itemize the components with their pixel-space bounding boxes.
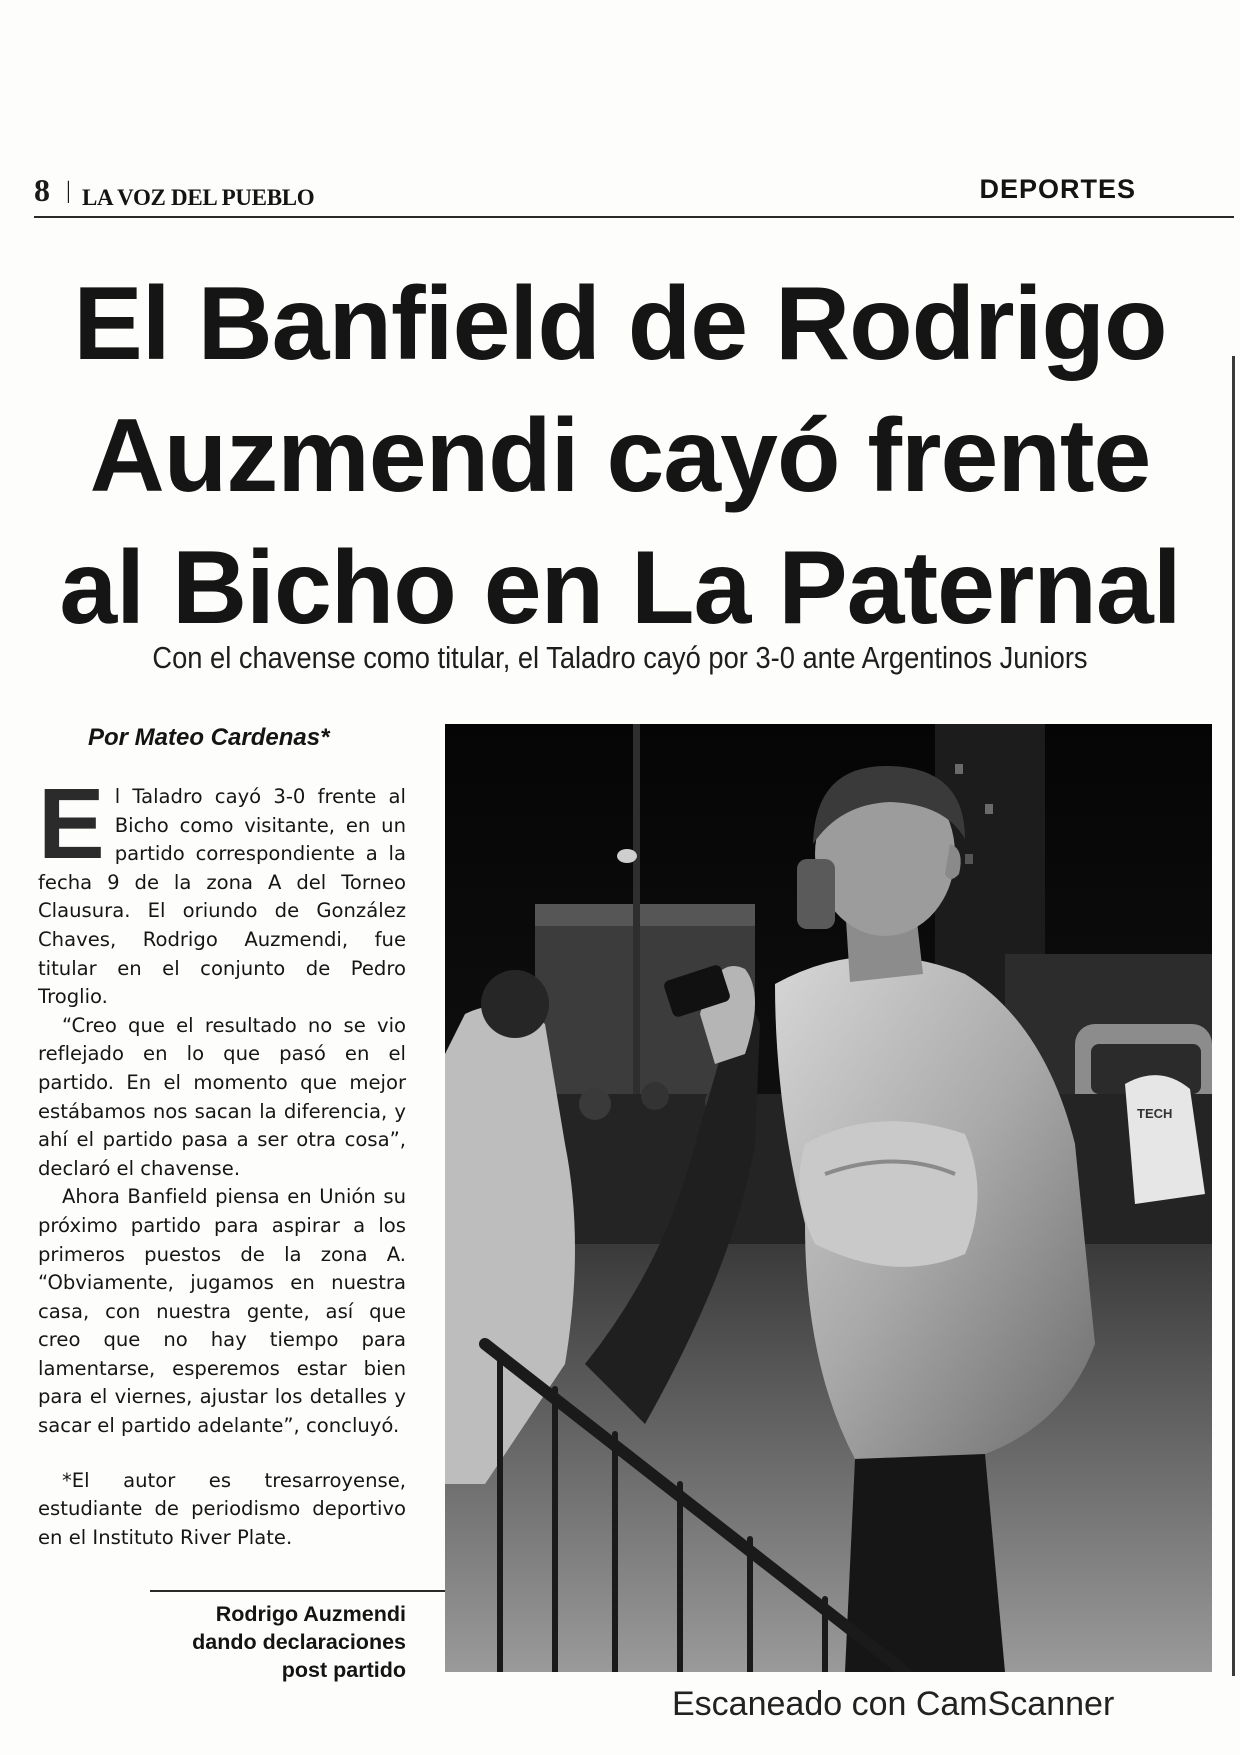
headline-line: al Bicho en La Paternal <box>59 530 1181 646</box>
header-rule <box>34 216 1234 218</box>
scanner-watermark: Escaneado con CamScanner <box>672 1685 1115 1723</box>
stadium-wall-shade <box>535 904 755 926</box>
paragraph: Ahora Banfield piensa en Unión su próximo partido para aspirar a los primeros puestos de la zona A. “Obviamente, jugamos en nuestra casa, con nuestra gente, así que creo que no hay tiempo para lamentarse, esperemos estar bien para el viernes, ajustar los detalles y sacar el partido adelante”, concluyó. <box>38 1185 406 1438</box>
paragraph: “Creo que el resultado no se vio reflejado en lo que pasó en el partido. En el momento que mejor estábamos nos sacan la diferencia, y ahí el partido pasa a ser otra cosa”, declaró el chavense. <box>38 1013 406 1180</box>
caption-line: post partido <box>281 1658 406 1682</box>
photo-caption <box>140 1600 406 1684</box>
author-note: *El autor es tresarroyense, estudiante de periodismo deportivo en el Instituto River Plate. <box>38 1468 406 1549</box>
byline: Por Mateo Cardenas* <box>88 724 330 751</box>
crowd-head <box>579 1088 611 1120</box>
paragraph-text: l Taladro cayó 3-0 frente al Bicho como visitante, en un partido correspondiente a la fecha 9 de la zona A del Torneo Clausura. El oriundo de González Chaves, Rodrigo Auzmendi, fue titular en el conjunto de Pedro Troglio. <box>38 785 406 1009</box>
header-separator: | <box>66 178 71 204</box>
scan-edge-line <box>1232 356 1235 1676</box>
article-body <box>38 768 406 1552</box>
photo-illustration <box>445 724 1212 1672</box>
headline-line: El Banfield de Rodrigo <box>73 266 1167 382</box>
page-number: 8 <box>34 172 50 208</box>
crowd-head <box>641 1082 669 1110</box>
tower-window <box>955 764 963 774</box>
headline-line: Auzmendi cayó frente <box>89 398 1151 514</box>
caption-rule <box>150 1590 446 1592</box>
subheadline: Con el chavense como titular, el Taladro cayó por 3-0 ante Argentinos Juniors <box>152 640 1088 675</box>
headline <box>0 258 1240 654</box>
caption-line: dando declaraciones <box>192 1630 406 1654</box>
background-person-head <box>481 970 549 1038</box>
tower-window <box>965 854 973 864</box>
caption-line: Rodrigo Auzmendi <box>215 1602 406 1626</box>
newspaper-name: LA VOZ DEL PUEBLO <box>82 185 315 210</box>
carried-bag <box>799 1121 977 1267</box>
street-lamp <box>617 849 637 863</box>
article-photo <box>445 724 1212 1672</box>
section-label: DEPORTES <box>979 174 1136 204</box>
phone-hand <box>797 859 835 929</box>
drop-cap: E <box>38 768 105 880</box>
tower-window <box>985 804 993 814</box>
jacket-text: TECH <box>1137 1106 1173 1121</box>
paragraph <box>38 768 406 1012</box>
